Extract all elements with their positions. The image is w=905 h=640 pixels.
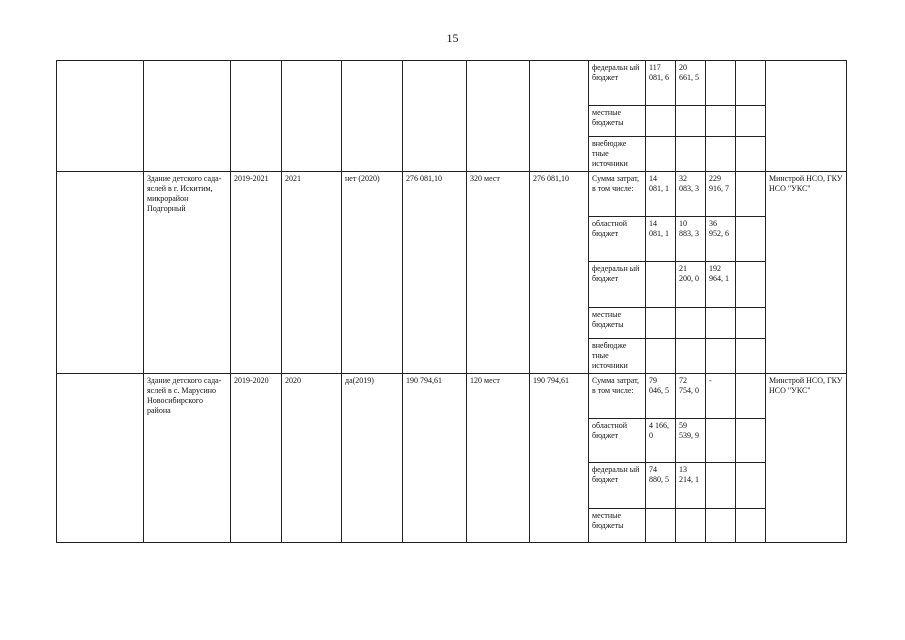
- project-name: Здание детского сада-яслей в г. Искитим, микрорайон Подгорный: [144, 172, 231, 374]
- funding-source: местные бюджеты: [589, 509, 646, 543]
- project-capacity: 320 мест: [467, 172, 530, 374]
- amount-2020: [676, 339, 706, 374]
- funding-source: местные бюджеты: [589, 106, 646, 137]
- table-cell: [736, 172, 766, 217]
- amount-2020: [676, 137, 706, 172]
- table-row: [57, 172, 847, 217]
- amount-2021: [706, 463, 736, 509]
- amount-2021: 192 964, 1: [706, 262, 736, 308]
- funding-source: внебюдже тные источники: [589, 339, 646, 374]
- project-ready: да(2019): [342, 374, 403, 543]
- amount-2021: [706, 106, 736, 137]
- table-cell: [57, 172, 144, 374]
- funding-source: областной бюджет: [589, 419, 646, 463]
- amount-2021: 36 952, 6: [706, 217, 736, 262]
- funding-source: областной бюджет: [589, 217, 646, 262]
- table-cell: [736, 61, 766, 106]
- table-cell: [736, 509, 766, 543]
- amount-2021: [706, 339, 736, 374]
- funding-source: федеральн ый бюджет: [589, 463, 646, 509]
- project-period: 2019-2021: [231, 172, 282, 374]
- project-ready: нет (2020): [342, 172, 403, 374]
- amount-2019: [646, 308, 676, 339]
- table-cell: [282, 61, 342, 172]
- amount-2020: 10 883, 3: [676, 217, 706, 262]
- project-customer: Минстрой НСО, ГКУ НСО "УКС": [766, 374, 847, 543]
- project-period: 2019-2020: [231, 374, 282, 543]
- project-cost-2: 190 794,61: [530, 374, 589, 543]
- amount-2021: -: [706, 374, 736, 419]
- table-cell: [736, 374, 766, 419]
- project-year: 2021: [282, 172, 342, 374]
- amount-2021: [706, 308, 736, 339]
- amount-2020: 72 754, 0: [676, 374, 706, 419]
- table-cell: [467, 61, 530, 172]
- table-cell: [766, 61, 847, 172]
- table-cell: [403, 61, 467, 172]
- page-number: 15: [446, 31, 459, 45]
- funding-source: федеральн ый бюджет: [589, 61, 646, 106]
- table-row: [57, 61, 847, 106]
- funding-source: внебюдже тные источники: [589, 137, 646, 172]
- amount-2021: [706, 137, 736, 172]
- amount-2019: [646, 137, 676, 172]
- amount-2019: 4 166, 0: [646, 419, 676, 463]
- table-cell: [57, 61, 144, 172]
- amount-2020: 20 661, 5: [676, 61, 706, 106]
- amount-2020: 59 539, 9: [676, 419, 706, 463]
- table-cell: [736, 106, 766, 137]
- amount-2020: 32 083, 3: [676, 172, 706, 217]
- amount-2020: [676, 509, 706, 543]
- amount-2020: 13 214, 1: [676, 463, 706, 509]
- amount-2019: 14 081, 1: [646, 217, 676, 262]
- project-cost: 190 794,61: [403, 374, 467, 543]
- table-cell: [57, 374, 144, 543]
- amount-2019: 14 081, 1: [646, 172, 676, 217]
- project-year: 2020: [282, 374, 342, 543]
- project-customer: Минстрой НСО, ГКУ НСО "УКС": [766, 172, 847, 374]
- amount-2019: 117 081, 6: [646, 61, 676, 106]
- funding-source: местные бюджеты: [589, 308, 646, 339]
- amount-2019: [646, 509, 676, 543]
- amount-2019: [646, 262, 676, 308]
- amount-2020: 21 200, 0: [676, 262, 706, 308]
- amount-2019: [646, 339, 676, 374]
- table-cell: [736, 308, 766, 339]
- table-cell: [736, 419, 766, 463]
- project-capacity: 120 мест: [467, 374, 530, 543]
- table-cell: [231, 61, 282, 172]
- amount-2021: [706, 509, 736, 543]
- table-cell: [736, 137, 766, 172]
- table-cell: [144, 61, 231, 172]
- funding-source: федеральн ый бюджет: [589, 262, 646, 308]
- amount-2019: 74 880, 5: [646, 463, 676, 509]
- project-name: Здание детского сада-яслей в с. Марусино Новосибирского района: [144, 374, 231, 543]
- table-cell: [530, 61, 589, 172]
- table-cell: [736, 463, 766, 509]
- project-cost: 276 081,10: [403, 172, 467, 374]
- table-cell: [342, 61, 403, 172]
- table-cell: [736, 262, 766, 308]
- investment-table: [56, 60, 847, 543]
- amount-2021: 229 916, 7: [706, 172, 736, 217]
- table-cell: [736, 339, 766, 374]
- amount-2019: 79 046, 5: [646, 374, 676, 419]
- table-cell: [736, 217, 766, 262]
- funding-source: Сумма затрат, в том числе:: [589, 374, 646, 419]
- funding-source: Сумма затрат, в том числе:: [589, 172, 646, 217]
- table-row: [57, 374, 847, 419]
- amount-2020: [676, 308, 706, 339]
- amount-2021: [706, 419, 736, 463]
- amount-2019: [646, 106, 676, 137]
- project-cost-2: 276 081,10: [530, 172, 589, 374]
- amount-2021: [706, 61, 736, 106]
- amount-2020: [676, 106, 706, 137]
